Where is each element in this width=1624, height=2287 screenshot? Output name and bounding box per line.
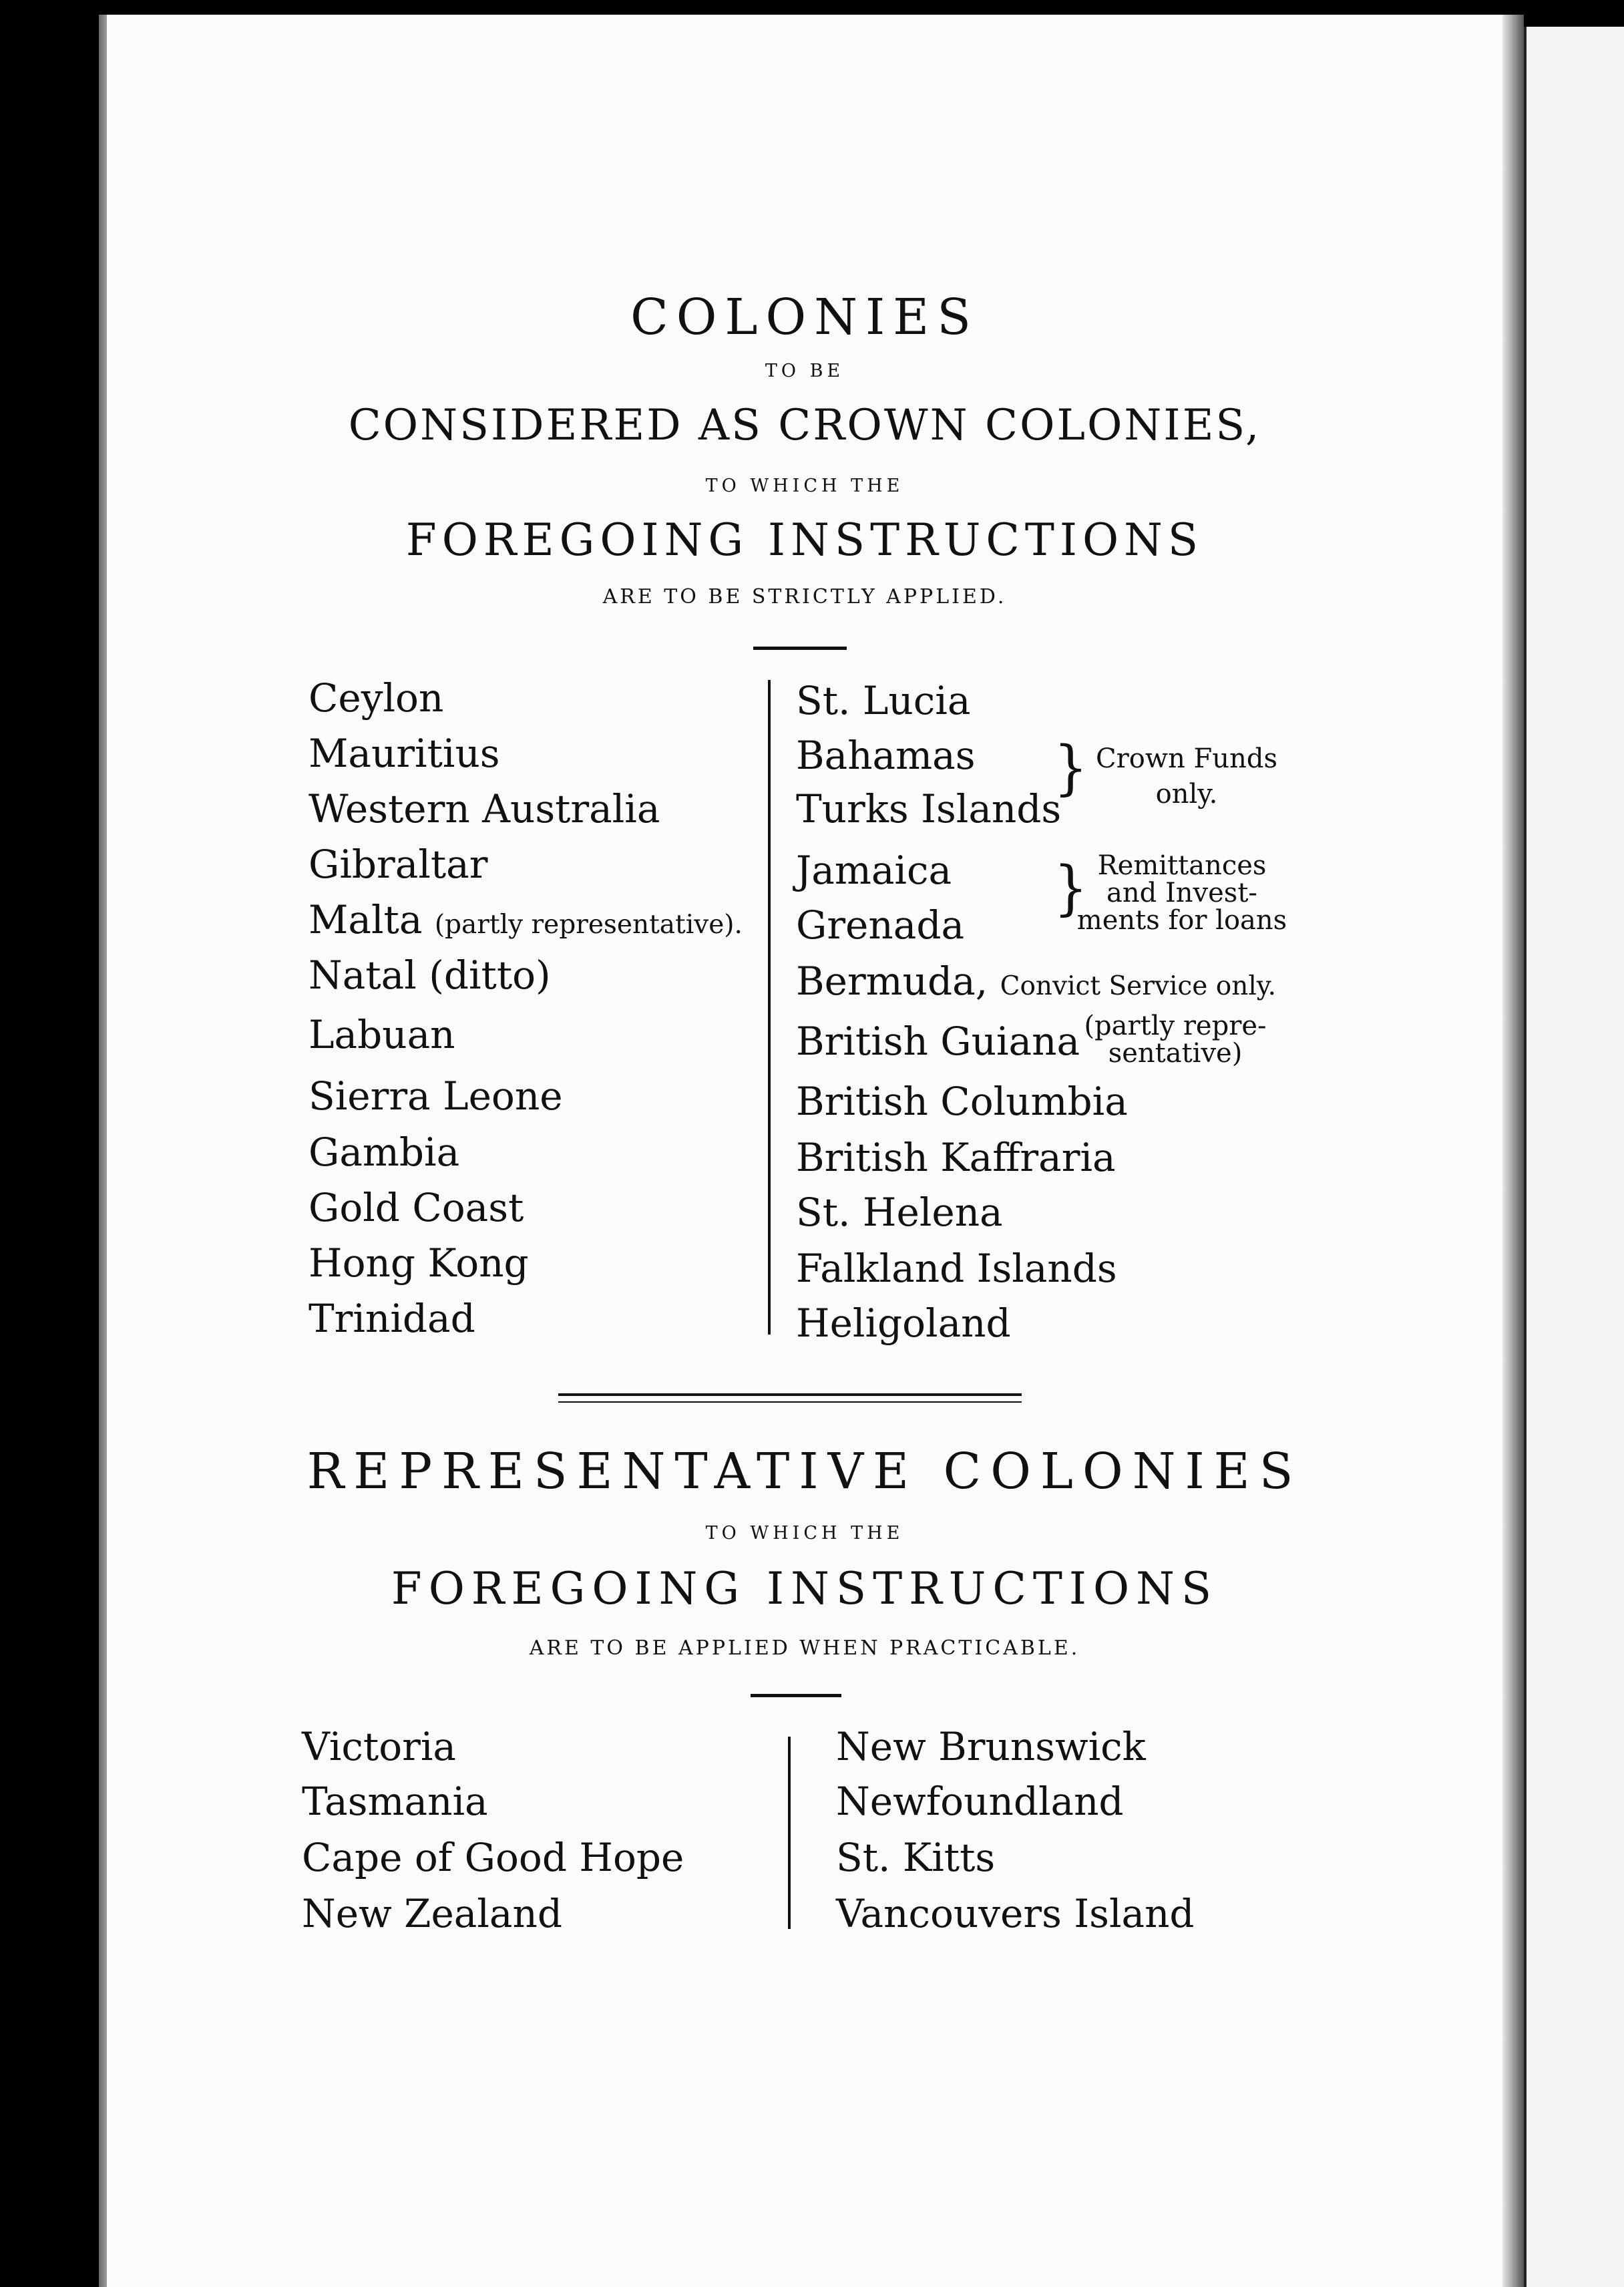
crown-right-item: St. Helena [796,1190,1003,1235]
short-rule [751,1694,841,1697]
crown-right-item [796,958,1277,1004]
crown-right-item: British Guiana [796,1019,1080,1064]
brace: } [1054,854,1088,922]
crown-left-item: Trinidad [309,1296,475,1341]
spine-shadow [1502,15,1524,2287]
crown-left-item: Western Australia [309,786,660,832]
item-name: Malta [309,897,423,942]
crown-left-item: Ceylon [309,675,444,721]
note-line: and Invest- [1106,877,1257,908]
crown-left-item: Labuan [309,1012,455,1057]
crown-right-item: Grenada [796,902,965,948]
crown-right-item: Heligoland [796,1300,1011,1346]
note-line: sentative) [1108,1037,1243,1069]
crown-right-item: Bahamas [796,733,976,778]
representative-right-item: St. Kitts [836,1835,996,1880]
crown-left-item: Mauritius [309,731,500,776]
representative-right-item: Newfoundland [836,1779,1124,1824]
item-note: Convict Service only. [1000,971,1277,1001]
crown-left-item: Natal (ditto) [309,952,551,998]
column-divider [788,1737,791,1929]
crown-considered: CONSIDERED AS CROWN COLONIES, [348,401,1261,450]
representative-left-item: New Zealand [302,1891,562,1936]
note-line: ments for loans [1076,904,1287,936]
crown-right-item: British Columbia [796,1079,1128,1124]
double-rule-bottom [558,1401,1022,1403]
crown-left-item [309,897,743,942]
crown-right-item: British Kaffraria [796,1135,1116,1180]
adjacent-page [1524,27,1624,2287]
crown-left-item: Gold Coast [309,1185,524,1230]
crown-foregoing: FOREGOING INSTRUCTIONS [405,514,1204,566]
note-line: (partly repre- [1084,1011,1267,1041]
representative-right-item: New Brunswick [836,1724,1146,1769]
guiana-note [1068,1013,1282,1067]
crown-funds-note [1076,745,1297,808]
crown-right-item: Turks Islands [796,786,1062,832]
crown-left-item: Gambia [309,1129,460,1175]
representative-left-item: Tasmania [302,1779,488,1824]
crown-to-which: TO WHICH THE [705,476,904,496]
crown-left-item: Hong Kong [309,1240,529,1286]
representative-left-item: Victoria [302,1724,456,1769]
representative-left-item: Cape of Good Hope [302,1835,684,1880]
short-rule [753,647,847,650]
crown-left-item: Gibraltar [309,842,488,887]
representative-title: REPRESENTATIVE COLONIES [307,1443,1303,1500]
representative-foregoing: FOREGOING INSTRUCTIONS [391,1563,1219,1614]
note-line: only. [1155,778,1218,810]
crown-right-item: St. Lucia [796,678,971,723]
representative-applied: ARE TO BE APPLIED WHEN PRACTICABLE. [529,1636,1080,1660]
crown-applied: ARE TO BE STRICTLY APPLIED. [602,585,1007,608]
representative-right-item: Vancouvers Island [836,1891,1195,1936]
crown-to-be: TO BE [765,361,845,381]
brace: } [1054,733,1088,802]
crown-title: COLONIES [630,289,979,346]
double-rule-top [558,1393,1022,1396]
item-note: (partly representative). [434,910,743,940]
crown-left-item: Sierra Leone [309,1073,563,1119]
item-name: Bermuda, [796,958,988,1004]
column-divider [768,680,771,1335]
remittances-note [1068,852,1295,934]
representative-to-which: TO WHICH THE [705,1523,904,1544]
note-line: Crown Funds [1096,743,1277,774]
crown-right-item: Falkland Islands [796,1246,1117,1291]
note-line: Remittances [1097,850,1267,881]
crown-right-item: Jamaica [796,848,952,893]
